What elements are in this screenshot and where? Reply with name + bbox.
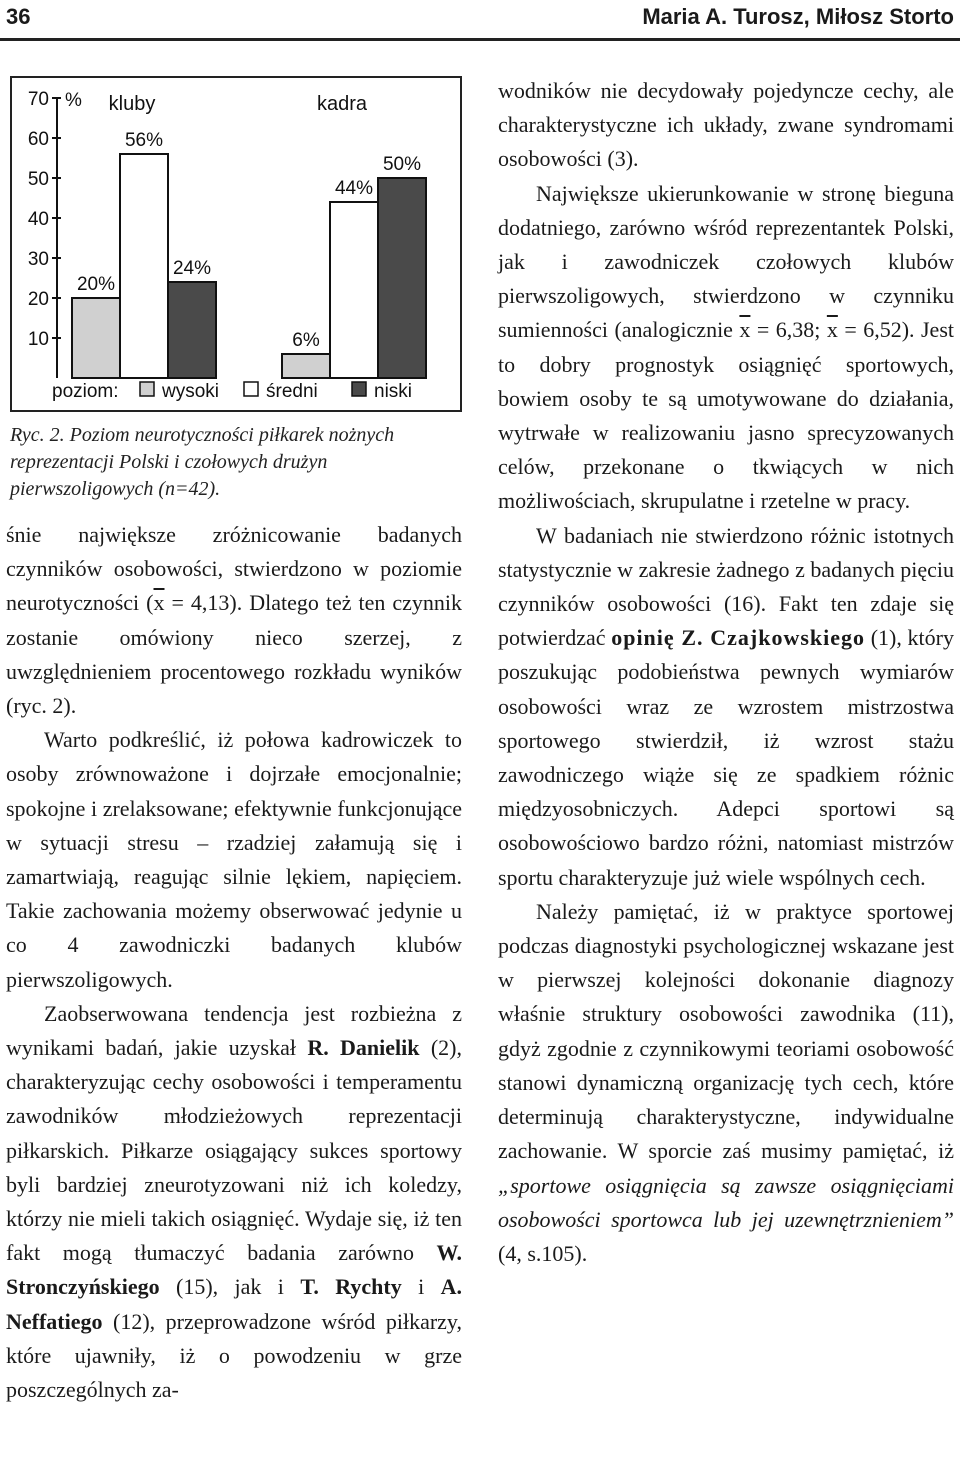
legend-swatch [244, 382, 258, 396]
bar-kadra-1 [330, 202, 378, 378]
author-name: A. Neffatiego [6, 1274, 462, 1334]
y-axis-unit: % [65, 90, 82, 111]
y-tick-label: 10 [27, 329, 49, 350]
paragraph: W badaniach nie stwierdzono różnic istotnych statystycznie w zakresie żadnego z badanych pięciu czynników osobowości (16). Fakt ten zdaje się potwierdzać opinię Z. Czajkowskiego (1), który poszukując podobieństwa pewnych wymiarów osobowości wraz ze wzrostem mistrzostwa sportowego stwierdził, iż wzrost stażu zawodniczego wiąże się ze spadkiem różnic międzyosobniczych. Adepci sportowi są osobowościowo bardzo różni, natomiast mistrzów sportu charakteryzuje już wiele wspólnych cech. [498, 522, 955, 890]
paragraph: Największe ukierunkowanie w stronę bieguna dodatniego, zarówno wśród reprezentantek Polski, jak i zawodniczek czołowych klubów pierwszoligowych, stwierdzono w czynniku sumienności (analogicznie $\overline{x} = 6,38$; $\overline{x} = 6,52$). Jest to dobry prognostyk osiągnięć sportowych, bowiem osoby te są umotywowane do działania, wytrwałe w realizowaniu jasno sprecyzowanych celów, przekonane o tkwiących w nich możliwościach, skrupulatne i rzetelne w pracy. [498, 180, 954, 514]
legend-swatch [352, 382, 366, 396]
author-name: R. Danielik [307, 1035, 420, 1061]
header-rule [0, 38, 960, 41]
y-tick-label: 70 [27, 89, 49, 110]
figure-chart [10, 76, 462, 412]
bar-kluby-0 [72, 298, 120, 378]
bar-kadra-2 [378, 178, 426, 378]
left-column [6, 518, 462, 1407]
mean-symbol: $\overline{x}$ [739, 317, 751, 343]
data-label: 24% [172, 258, 212, 279]
legend-label: wysoki [162, 381, 220, 402]
y-tick-label: 30 [27, 249, 49, 270]
bar-kluby-2 [168, 282, 216, 378]
paragraph: wodników nie decydowały pojedyncze cechy, ale charakterystyczne ich układy, zwane syndromami osobowości (3). [498, 78, 954, 172]
running-head-authors: Maria A. Turosz, Miłosz Storto [642, 4, 954, 29]
data-label: 44% [334, 178, 374, 199]
y-tick-label: 40 [27, 209, 49, 230]
mean-symbol: $\overline{x}$ [826, 317, 838, 343]
paragraph: śnie największe zróżnicowanie badanych czynników osobowości, stwierdzono w poziomie neurotyczności $(\overline{x} = 4,13)$. Dlatego też ten czynnik zostanie omówiony nieco szerzej, z uwzględnieniem procentowego rozkładu wyników (ryc. 2). [6, 522, 462, 719]
legend-label: średni [266, 381, 318, 402]
data-label: 56% [124, 130, 164, 151]
page-number: 36 [6, 4, 31, 29]
italic-quote: „sportowe osiągnięcia są zawsze osiągnięciami osobowości sportowca lub jej uzewnętrznieniem” [498, 1172, 954, 1232]
figure-caption: Ryc. 2. Poziom neurotyczności piłkarek nożnych reprezentacji Polski i czołowych drużyn pierwszoligowych (n=42). [10, 424, 395, 500]
legend-label: niski [374, 381, 413, 402]
bar-kluby-1 [120, 154, 168, 378]
data-label: 20% [76, 274, 116, 295]
category-label: kadra [316, 93, 368, 115]
page-header [0, 0, 960, 42]
category-label: kluby [108, 93, 156, 115]
author-name: T. Rychty [300, 1274, 402, 1300]
paragraph: Warto podkreślić, iż połowa kadrowiczek to osoby zrównoważone i dojrzałe emocjonalnie; spokojne i zrelaksowane; efektywnie funkcjonujące w sytuacji stresu – rzadziej załamują się i zamartwiają, reagując silnie lękiem, napięciem. Takie zachowania możemy obserwować jedynie u co 4 zawodniczki badanych klubów pierwszoligowych. [6, 727, 462, 992]
data-label: 6% [292, 330, 320, 351]
mean-symbol: $\overline{x}$ [153, 590, 165, 616]
legend-swatch [140, 382, 154, 396]
paragraph: Zaobserwowana tendencja jest rozbieżna z wynikami badań, jakie uzyskał R. Danielik (2), charakteryzując cechy osobowości i temperamentu zawodników młodzieżowych reprezentacji piłkarskich. Piłkarze osiągający sukces sportowy byli bardziej zneurotyzowani niż ich koledzy, którzy nie mieli takich osiągnięć. Wydaje się, iż ten fakt mogą tłumaczyć badania zarówno W. Stronczyńskiego (15), jak i T. Rychty i A. Neffatiego (12), przeprowadzone wśród piłkarzy, które ujawniły, iż o powodzeniu w grze poszczególnych za- [6, 1000, 462, 1403]
bold-citation: opinię Z. Czajkowskiego [611, 625, 866, 651]
bar-chart [12, 78, 460, 410]
paragraph: Należy pamiętać, iż w praktyce sportowej podczas diagnostyki psychologicznej wskazane jest w pierwszej kolejności dokonanie diagnozy właśnie struktury osobowości zawodnika (11), gdyż zgodnie z czynnikowymi teoriami osobowość stanowi dynamiczną organizację tych cech, które determinują charakterystyczne, indywidualne zachowanie. W sporcie zaś musimy pamiętać, iż „sportowe osiągnięcia są zawsze osiągnięciami osobowości sportowca lub jej uzewnętrznieniem” (4, s.105). [498, 898, 954, 1266]
legend-title: poziom: [52, 381, 119, 402]
bar-kadra-0 [282, 354, 330, 378]
data-label: 50% [382, 154, 422, 175]
y-tick-label: 20 [27, 289, 49, 310]
right-column [498, 74, 954, 1271]
y-tick-label: 50 [27, 169, 49, 190]
y-tick-label: 60 [27, 129, 49, 150]
author-name: W. Stronczyńskiego [6, 1240, 462, 1300]
